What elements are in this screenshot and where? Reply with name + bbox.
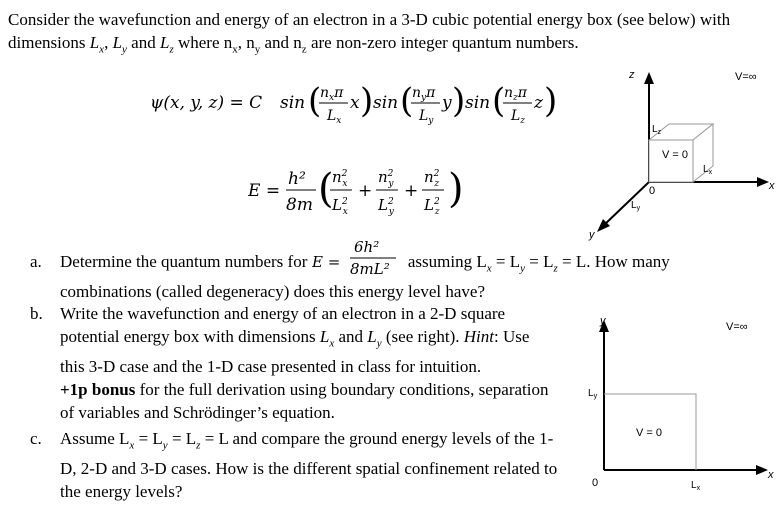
svg-text:): ) [360,81,374,121]
svg-text:n2x: $n^2$ x [332,168,348,189]
svg-text:(: ( [318,166,334,212]
svg-text:V = 0: V = 0 [636,427,662,439]
svg-text:n2z: $n^2$ z [424,168,440,189]
svg-text:): ) [544,81,558,121]
energy-equation [248,156,478,228]
svg-text:L2z: $L^2$ z [424,196,440,217]
svg-text:Lz: $L_z$ [511,108,526,126]
svg-text:Ly: $L_y$ [588,388,598,400]
svg-text:ψ(x, y, z) = C: ψ(x, y, z) = C [150,93,263,113]
svg-text:Ly: $L_y$ [419,108,434,126]
svg-text:Lx: $L_x$ [703,164,713,176]
svg-text:+: + [404,181,419,201]
svg-text:(: ( [308,81,322,121]
svg-text:n2y: $n^2$ y [378,168,394,189]
svg-text:z: z [534,93,543,113]
svg-text:nxπ: $n_x\pi$ [320,85,344,103]
svg-text:8m: 8m [286,195,313,215]
svg-text:nzπ: $n_z\pi$ [504,85,527,103]
svg-text:sin: sin [465,93,491,113]
energy-value-fraction [312,236,404,282]
svg-text:V=∞: V=∞ [726,321,748,333]
svg-text:E =: E = [311,253,340,271]
figure-3d-box [583,66,775,242]
svg-text:h²: h² [288,169,306,189]
svg-text:x: x [769,180,775,192]
svg-text:x: x [768,469,774,481]
svg-text:Lz: $L_z$ [652,124,662,136]
question-c: c. Assume $L_x = L_y = L_z = L$ and compare the ground energy levels of the 1-D, 2-D and 3-D cases. How is the different spatial confinement related to the energy levels? [30,429,558,502]
svg-text:z: z [629,69,635,81]
svg-text:sin: sin [280,93,306,113]
svg-text:L2y: $L^2$ y [378,196,394,217]
svg-text:V=∞: V=∞ [735,71,757,83]
svg-text:Lx: $L_x$ [327,108,342,126]
svg-text:8mL²: 8mL² [349,260,390,278]
svg-text:0: 0 [592,477,599,489]
svg-text:x: x [350,93,360,113]
svg-text:(: ( [492,81,506,121]
question-b: b. Write the wavefunction and energy of an electron in a 2-D square potential energy box with dimensions $L_x$ and $L_y$ (see right). Hint: Use this 3-D case and the 1-D case presented in class for intuition. +1p bonus for the full derivation using boundary conditions, separation of variables and Schrödinger’s equation. [30,304,549,423]
figure-2d-box [578,310,775,500]
svg-text:(: ( [400,81,414,121]
svg-text:): ) [448,166,464,212]
question-a: a. Determine the quantum numbers for E = 6h² 8mL² assuming $L_x = L_y = L_z = L$. How many combinations (called degeneracy) does this energy level have? [30,238,670,302]
intro-paragraph: Consider the wavefunction and energy of an electron in a 3-D cubic potential energy box (see below) with dimensions $L_x$, $L_y$ and $L_z$ where $n_x$, $n_y$ and $n_z$ are non-zero integer quantum numbers. [8,10,731,56]
svg-text:E =: E = [248,181,281,201]
svg-text:Ly: $L_y$ [631,200,641,212]
svg-text:+: + [358,181,373,201]
svg-text:nyπ: $n_y\pi$ [412,85,436,103]
svg-text:sin: sin [373,93,399,113]
wavefunction-equation [150,72,580,132]
svg-text:V = 0: V = 0 [662,149,688,161]
svg-text:6h²: 6h² [353,238,379,256]
svg-text:L2x: $L^2$ x [332,196,348,217]
svg-text:0: 0 [649,185,656,197]
svg-text:Lx: $L_x$ [691,480,701,492]
svg-text:y: y [589,229,595,241]
svg-text:): ) [452,81,466,121]
svg-text:y: y [442,93,452,113]
svg-text:y: y [600,315,606,327]
